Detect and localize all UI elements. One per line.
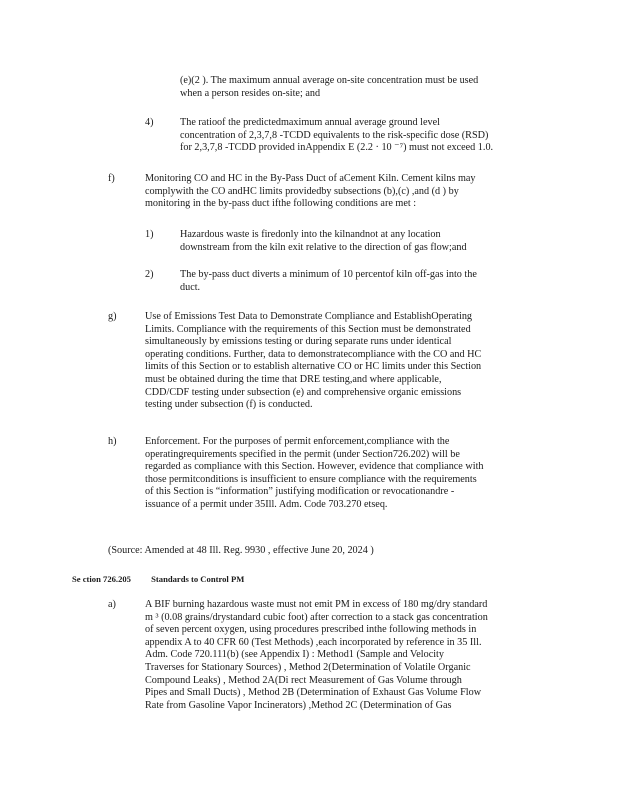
text-line: appendix A to 40 CFR 60 (Test Methods) ,each incorporated by reference in 35 Ill. — [145, 636, 482, 648]
item-4-label: 4) — [145, 117, 154, 128]
text-line: Monitoring CO and HC in the By-Pass Duct of aCement Kiln. Cement kilns may — [145, 173, 476, 184]
text-line: testing under subsection (f) is conducted. — [145, 399, 313, 411]
text-line: when a person resides on-site; and — [180, 87, 321, 99]
text-line: duct. — [180, 281, 201, 293]
item-4-paragraph — [180, 117, 540, 155]
text-line: m ³ (0.08 grains/drystandard cubic foot) after correction to a stack gas concentration — [145, 611, 488, 623]
subsection-h-paragraph — [145, 436, 543, 512]
text-line: concentration of 2,3,7,8 -TCDD equivalents to the risk-specific dose (RSD) — [180, 129, 489, 141]
text-line: regarded as compliance with this Section. However, evidence that compliance with — [145, 461, 484, 473]
subsection-f-2-label: 2) — [145, 269, 154, 280]
text-line: Compound Leaks) , Method 2A(Di rect Measurement of Gas Volume through — [145, 674, 462, 686]
text-line: CDD/CDF testing under subsection (e) and comprehensive organic emissions — [145, 386, 462, 398]
text-line: for 2,3,7,8 -TCDD provided inAppendix E (2.2 · 10 ⁻⁷) must not exceed 1.0. — [180, 142, 494, 154]
text-line: A BIF burning hazardous waste must not emit PM in excess of 180 mg/dry standard — [145, 599, 488, 610]
text-line: operating conditions. Further, data to demonstratecompliance with the CO and HC — [145, 348, 482, 360]
subsection-h-label: h) — [108, 436, 117, 447]
text-line: Pipes and Small Ducts) , Method 2B (Determination of Exhaust Gas Volume Flow — [145, 687, 482, 699]
subsection-g-paragraph — [145, 311, 543, 412]
text-line: The ratioof the predictedmaximum annual average ground level — [180, 117, 440, 128]
source-note: (Source: Amended at 48 Ill. Reg. 9930 , effective June 20, 2024 ) — [108, 545, 374, 556]
text-line: must be obtained during the time that DRE testing,and where applicable, — [145, 373, 442, 385]
section-number: Se ction 726.205 — [72, 574, 131, 584]
subsection-a-label: a) — [108, 599, 116, 610]
text-line: Enforcement. For the purposes of permit enforcement,compliance with the — [145, 436, 450, 447]
text-line: (e)(2 ). The maximum annual average on-site concentration must be used — [180, 75, 479, 86]
text-line: Hazardous waste is firedonly into the kilnandnot at any location — [180, 229, 441, 240]
text-line: monitoring in the by-pass duct ifthe following conditions are met : — [145, 198, 417, 210]
text-line: those permitconditions is insufficient to ensure compliance with the requirements — [145, 473, 477, 485]
subsection-a-paragraph — [145, 599, 545, 712]
subsection-g-label: g) — [108, 311, 117, 322]
text-line: limits of this Section or to establish alternative CO or HC limits under this Section — [145, 361, 482, 373]
text-line: complywith the CO andHC limits providedby subsections (b),(c) ,and (d ) by — [145, 185, 459, 197]
text-line: Traverses for Stationary Sources) , Method 2(Determination of Volatile Organic — [145, 661, 471, 673]
subsection-f-2-paragraph — [180, 269, 540, 294]
text-line: downstream from the kiln exit relative to the direction of gas flow;and — [180, 241, 467, 253]
continuation-paragraph — [180, 75, 532, 100]
text-line: Adm. Code 720.111(b) (see Appendix I) : Method1 (Sample and Velocity — [145, 649, 444, 661]
text-line: operatingrequirements specified in the permit (under Section726.202) will be — [145, 448, 460, 460]
section-title: Standards to Control PM — [151, 574, 245, 584]
text-line: simultaneously by emissions testing or during separate runs under identical — [145, 336, 452, 348]
subsection-f-paragraph — [145, 173, 540, 211]
text-line: Rate from Gasoline Vapor Incinerators) ,Method 2C (Determination of Gas — [145, 699, 452, 711]
text-line: Limits. Compliance with the requirements of this Section must be demonstrated — [145, 323, 471, 335]
text-line: Use of Emissions Test Data to Demonstrate Compliance and EstablishOperating — [145, 311, 473, 322]
text-line: of this Section is “information” justifying modification or revocationandre - — [145, 486, 455, 498]
text-line: The by-pass duct diverts a minimum of 10 percentof kiln off-gas into the — [180, 269, 477, 280]
section-heading — [72, 573, 244, 586]
text-line: issuance of a permit under 35Ill. Adm. Code 703.270 etseq. — [145, 498, 388, 510]
subsection-f-label: f) — [108, 173, 115, 184]
subsection-f-1-paragraph — [180, 229, 540, 254]
text-line: of seven percent oxygen, using procedures prescribed inthe following methods in — [145, 624, 477, 636]
subsection-f-1-label: 1) — [145, 229, 154, 240]
